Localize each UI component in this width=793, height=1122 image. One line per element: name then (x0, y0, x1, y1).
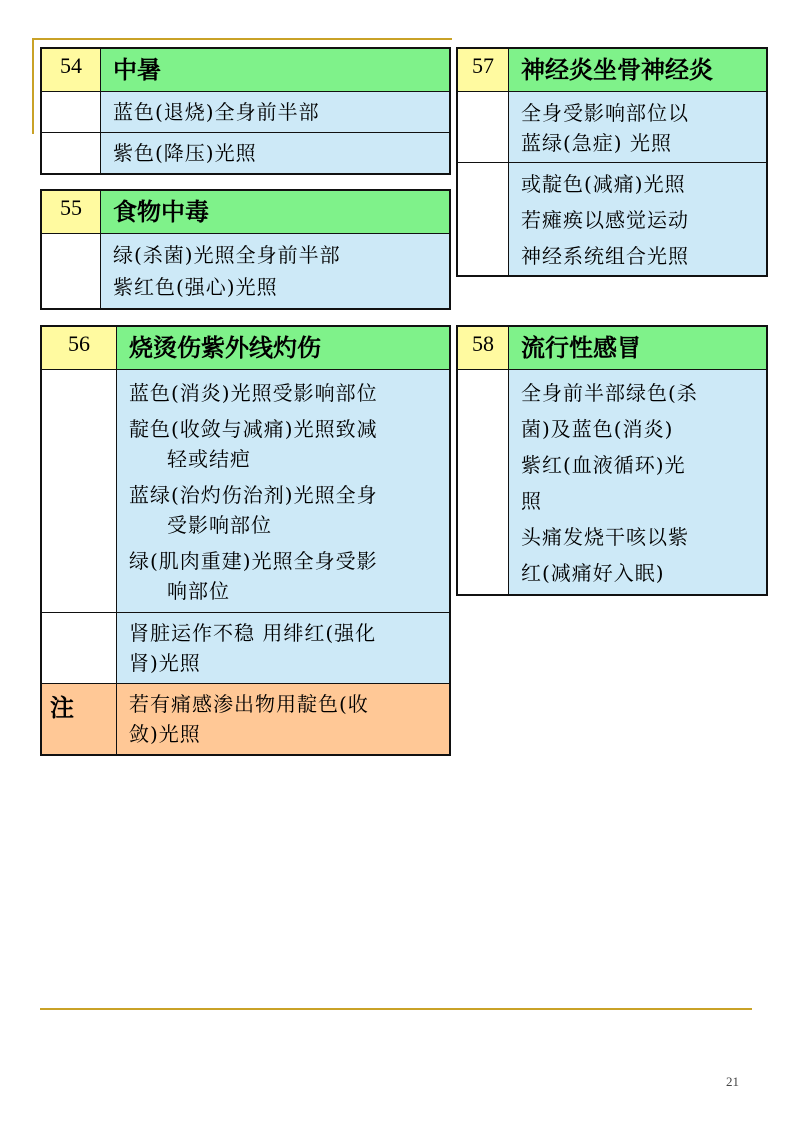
card-57-number: 57 (457, 48, 509, 92)
card-54-row-2: 紫色(降压)光照 (101, 133, 451, 175)
card-57-title: 神经炎坐骨神经炎 (509, 48, 768, 92)
decorative-top-line (32, 38, 452, 40)
card-56-number: 56 (41, 326, 117, 370)
card-55-number: 55 (41, 190, 101, 234)
card-54-number: 54 (41, 48, 101, 92)
card-54-row-1: 蓝色(退烧)全身前半部 (101, 92, 451, 133)
page-number: 21 (726, 1074, 739, 1089)
card-54-heatstroke (40, 47, 451, 175)
card-56-row-2: 肾脏运作不稳 用绯红(强化 肾)光照 (117, 613, 451, 684)
card-58-number: 58 (457, 326, 509, 370)
card-58-row-1: 全身前半部绿色(杀 菌)及蓝色(消炎) 紫红(血液循环)光 照 头痛发烧干咳以紫 红(减痛好入眠) (509, 370, 768, 596)
card-56-burns (40, 325, 451, 756)
card-57-neuritis (456, 47, 768, 277)
card-58-influenza (456, 325, 768, 596)
card-55-food-poisoning (40, 189, 451, 310)
card-56-row-1: 蓝色(消炎)光照受影响部位 靛色(收敛与减痛)光照致减 轻或结疤 蓝绿(治灼伤治剂)光照全身 受影响部位 绿(肌肉重建)光照全身受影 响部位 (117, 370, 451, 613)
card-56-note-label: 注 (41, 684, 117, 756)
card-56-note: 若有痛感渗出物用靛色(收 敛)光照 (117, 684, 451, 756)
footer-divider (40, 1008, 752, 1010)
card-56-title: 烧烫伤紫外线灼伤 (117, 326, 451, 370)
card-55-row-1: 绿(杀菌)光照全身前半部 紫红色(强心)光照 (101, 234, 451, 310)
card-55-title: 食物中毒 (101, 190, 451, 234)
decorative-left-line (32, 38, 34, 134)
card-57-row-1: 全身受影响部位以 蓝绿(急症) 光照 (509, 92, 768, 163)
card-57-row-2: 或靛色(减痛)光照 若瘫痪以感觉运动 神经系统组合光照 (509, 163, 768, 277)
card-54-title: 中暑 (101, 48, 451, 92)
card-58-title: 流行性感冒 (509, 326, 768, 370)
